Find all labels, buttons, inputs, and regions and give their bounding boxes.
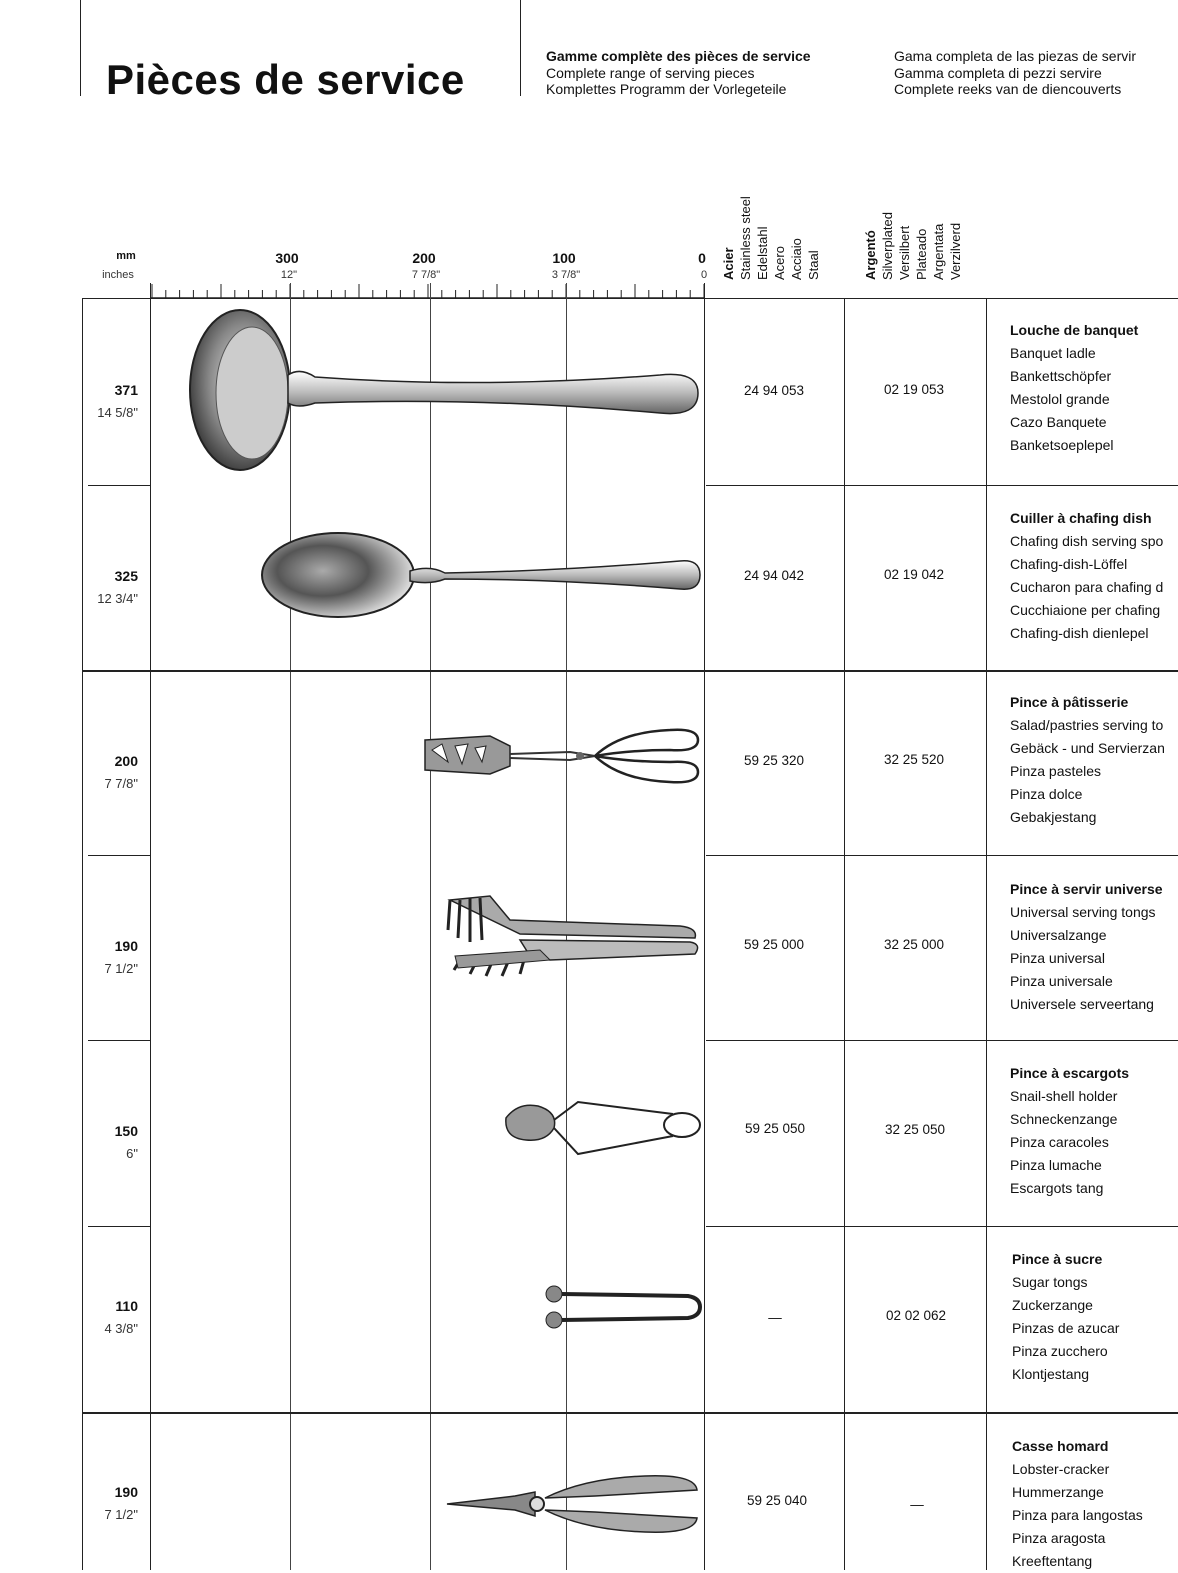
item-name-translation: Cucchiaione per chafing	[1010, 602, 1161, 618]
item-description	[1010, 319, 1138, 457]
row-separator	[706, 1226, 1178, 1227]
steel-article-number: 59 25 050	[744, 1121, 806, 1136]
page-title: Pièces de service	[106, 56, 465, 103]
row-length-mm: 190	[114, 1484, 138, 1500]
item-name-translation: Chafing-dish-Löffel	[1010, 556, 1128, 572]
scale-in-100: 3 7/8"	[551, 269, 581, 281]
steel-article-number: 59 25 320	[743, 753, 805, 768]
item-description	[1010, 691, 1165, 829]
subtitle-line: Complete range of serving pieces	[546, 64, 755, 81]
table-left-border	[82, 298, 83, 1570]
column-header-line: Argentó	[863, 230, 878, 280]
item-name: Louche de banquet	[1010, 322, 1139, 338]
item-name-translation: Universalzange	[1010, 927, 1107, 943]
item-name-translation: Schneckenzange	[1010, 1111, 1118, 1127]
item-name-translation: Pinza caracoles	[1010, 1134, 1109, 1150]
column-header-line: Acciaio	[789, 238, 804, 280]
item-name-translation: Chafing-dish dienlepel	[1010, 625, 1149, 641]
item-name-translation: Pinza universal	[1010, 950, 1105, 966]
subtitle-line: Complete reeks van de diencouverts	[894, 81, 1122, 97]
description-column-border	[986, 298, 987, 1570]
scale-in-0: 0	[700, 269, 708, 281]
row-separator	[706, 485, 1178, 486]
row-length-mm: 110	[115, 1298, 138, 1314]
row-length-inches: 12 3/4"	[97, 591, 138, 606]
item-name-translation: Pinza aragosta	[1012, 1530, 1106, 1546]
subtitle-line: Gamma completa di pezzi servire	[894, 64, 1102, 81]
steel-article-number: 24 94 042	[743, 568, 805, 583]
row-separator	[88, 1040, 150, 1041]
item-name-translation: Gebäck - und Servierzan	[1010, 740, 1165, 756]
item-name: Cuiller à chafing dish	[1010, 510, 1152, 526]
silver-article-number: 02 02 062	[885, 1308, 947, 1323]
item-name-translation: Pinza dolce	[1010, 786, 1083, 802]
item-name-translation: Snail-shell holder	[1010, 1088, 1118, 1104]
row-length-mm: 371	[114, 382, 138, 398]
row-length-mm: 150	[114, 1123, 138, 1139]
column-header-line: Acero	[772, 246, 787, 280]
item-name-translation: Pinza zucchero	[1012, 1343, 1108, 1359]
column-header-line: Silverplated	[880, 212, 895, 280]
steel-article-number: 24 94 053	[743, 383, 805, 398]
item-name-translation: Escargots tang	[1010, 1180, 1104, 1196]
item-name: Pince à servir universe	[1010, 881, 1163, 897]
item-name-translation: Pinzas de azucar	[1012, 1320, 1120, 1336]
subtitle-line: Gamme complète des pièces de service	[546, 48, 811, 64]
group-separator	[82, 1412, 1178, 1414]
item-name-translation: Gebakjestang	[1010, 809, 1097, 825]
serving-spoon-icon	[260, 525, 705, 625]
row-length-inches: 7 7/8"	[104, 776, 138, 791]
pastry-tongs-icon	[420, 722, 705, 792]
silver-article-number: 32 25 520	[883, 752, 945, 767]
column-header-line: Edelstahl	[755, 226, 770, 280]
item-name-translation: Pinza para langostas	[1012, 1507, 1143, 1523]
steel-silver-divider	[844, 298, 845, 1570]
steel-article-number: 59 25 000	[743, 937, 805, 952]
column-header-line: Verzilverd	[948, 222, 963, 280]
item-name-translation: Sugar tongs	[1012, 1274, 1088, 1290]
item-name: Pince à escargots	[1010, 1065, 1130, 1081]
scale-unit-inches: inches	[102, 269, 134, 281]
item-name-translation: Pinza universale	[1010, 973, 1113, 989]
row-separator	[88, 485, 150, 486]
row-separator	[88, 1226, 150, 1227]
item-name-translation: Cazo Banquete	[1010, 414, 1107, 430]
scale-in-300: 12"	[280, 269, 298, 281]
item-name-translation: Chafing dish serving spo	[1010, 533, 1164, 549]
item-name-translation: Zuckerzange	[1012, 1297, 1093, 1313]
item-name-translation: Universal serving tongs	[1010, 904, 1156, 920]
column-header-line: Versilbert	[897, 225, 912, 280]
item-description	[1010, 1062, 1129, 1200]
item-name: Pince à pâtisserie	[1010, 694, 1129, 710]
row-length-inches: 6"	[126, 1146, 138, 1161]
item-name-translation: Banquet ladle	[1010, 345, 1096, 361]
subtitle-line: Komplettes Programm der Vorlegeteile	[546, 81, 787, 97]
item-name-translation: Pinza lumache	[1010, 1157, 1102, 1173]
row-length-mm: 325	[114, 568, 138, 584]
item-name-translation: Kreeftentang	[1012, 1553, 1093, 1569]
item-description	[1010, 507, 1163, 645]
item-name: Pince à sucre	[1012, 1251, 1103, 1267]
silver-article-number: 02 19 053	[883, 382, 945, 397]
scale-mm-200: 200	[412, 250, 436, 266]
row-separator	[88, 855, 150, 856]
scale-mm-0: 0	[698, 250, 706, 266]
gridline-200	[430, 283, 431, 1570]
silver-article-number: —	[910, 1497, 924, 1512]
ruler-scale	[0, 0, 1178, 310]
item-name-translation: Bankettschöpfer	[1010, 368, 1112, 384]
steel-article-number: 59 25 040	[746, 1493, 808, 1508]
scale-mm-100: 100	[552, 250, 576, 266]
ladle-icon	[180, 305, 705, 475]
silver-article-number: 02 19 042	[883, 567, 945, 582]
item-description	[1010, 878, 1163, 1016]
item-name-translation: Cucharon para chafing d	[1010, 579, 1164, 595]
column-header-line: Staal	[806, 250, 821, 280]
lobster-cracker-icon	[445, 1470, 705, 1540]
item-name: Casse homard	[1012, 1438, 1109, 1454]
silver-article-number: 32 25 050	[884, 1122, 946, 1137]
subtitle-line: Gama completa de las piezas de servir	[894, 48, 1136, 64]
silver-article-number: 32 25 000	[883, 937, 945, 952]
item-description	[1012, 1435, 1143, 1573]
item-name-translation: Hummerzange	[1012, 1484, 1104, 1500]
item-name-translation: Pinza pasteles	[1010, 763, 1102, 779]
row-length-mm: 190	[114, 938, 138, 954]
item-name-translation: Lobster-cracker	[1012, 1461, 1110, 1477]
size-column-border	[150, 283, 151, 1570]
item-name-translation: Salad/pastries serving to	[1010, 717, 1164, 733]
row-length-mm: 200	[114, 753, 138, 769]
group-separator	[82, 670, 1178, 672]
row-length-inches: 7 1/2"	[104, 1507, 138, 1522]
row-length-inches: 14 5/8"	[97, 405, 138, 420]
steel-article-number: —	[768, 1310, 782, 1325]
item-description	[1012, 1248, 1119, 1386]
row-length-inches: 4 3/8"	[104, 1321, 138, 1336]
table-top-border	[82, 298, 1178, 299]
scale-in-200: 7 7/8"	[411, 269, 441, 281]
item-name-translation: Mestolol grande	[1010, 391, 1110, 407]
scale-mm-300: 300	[275, 250, 299, 266]
row-length-inches: 7 1/2"	[104, 961, 138, 976]
column-header-line: Stainless steel	[738, 196, 753, 280]
scale-unit-mm: mm	[116, 250, 136, 262]
gridline-300	[290, 283, 291, 1570]
snail-holder-icon	[498, 1094, 705, 1164]
row-separator	[706, 1040, 1178, 1041]
column-header-line: Acier	[721, 247, 736, 280]
column-header-line: Plateado	[914, 228, 929, 280]
column-header-line: Argentata	[931, 223, 946, 280]
sugar-tongs-icon	[538, 1282, 705, 1332]
row-separator	[706, 855, 1178, 856]
universal-tongs-icon	[440, 890, 705, 990]
item-name-translation: Universele serveertang	[1010, 996, 1154, 1012]
item-name-translation: Klontjestang	[1012, 1366, 1090, 1382]
item-name-translation: Banketsoeplepel	[1010, 437, 1114, 453]
